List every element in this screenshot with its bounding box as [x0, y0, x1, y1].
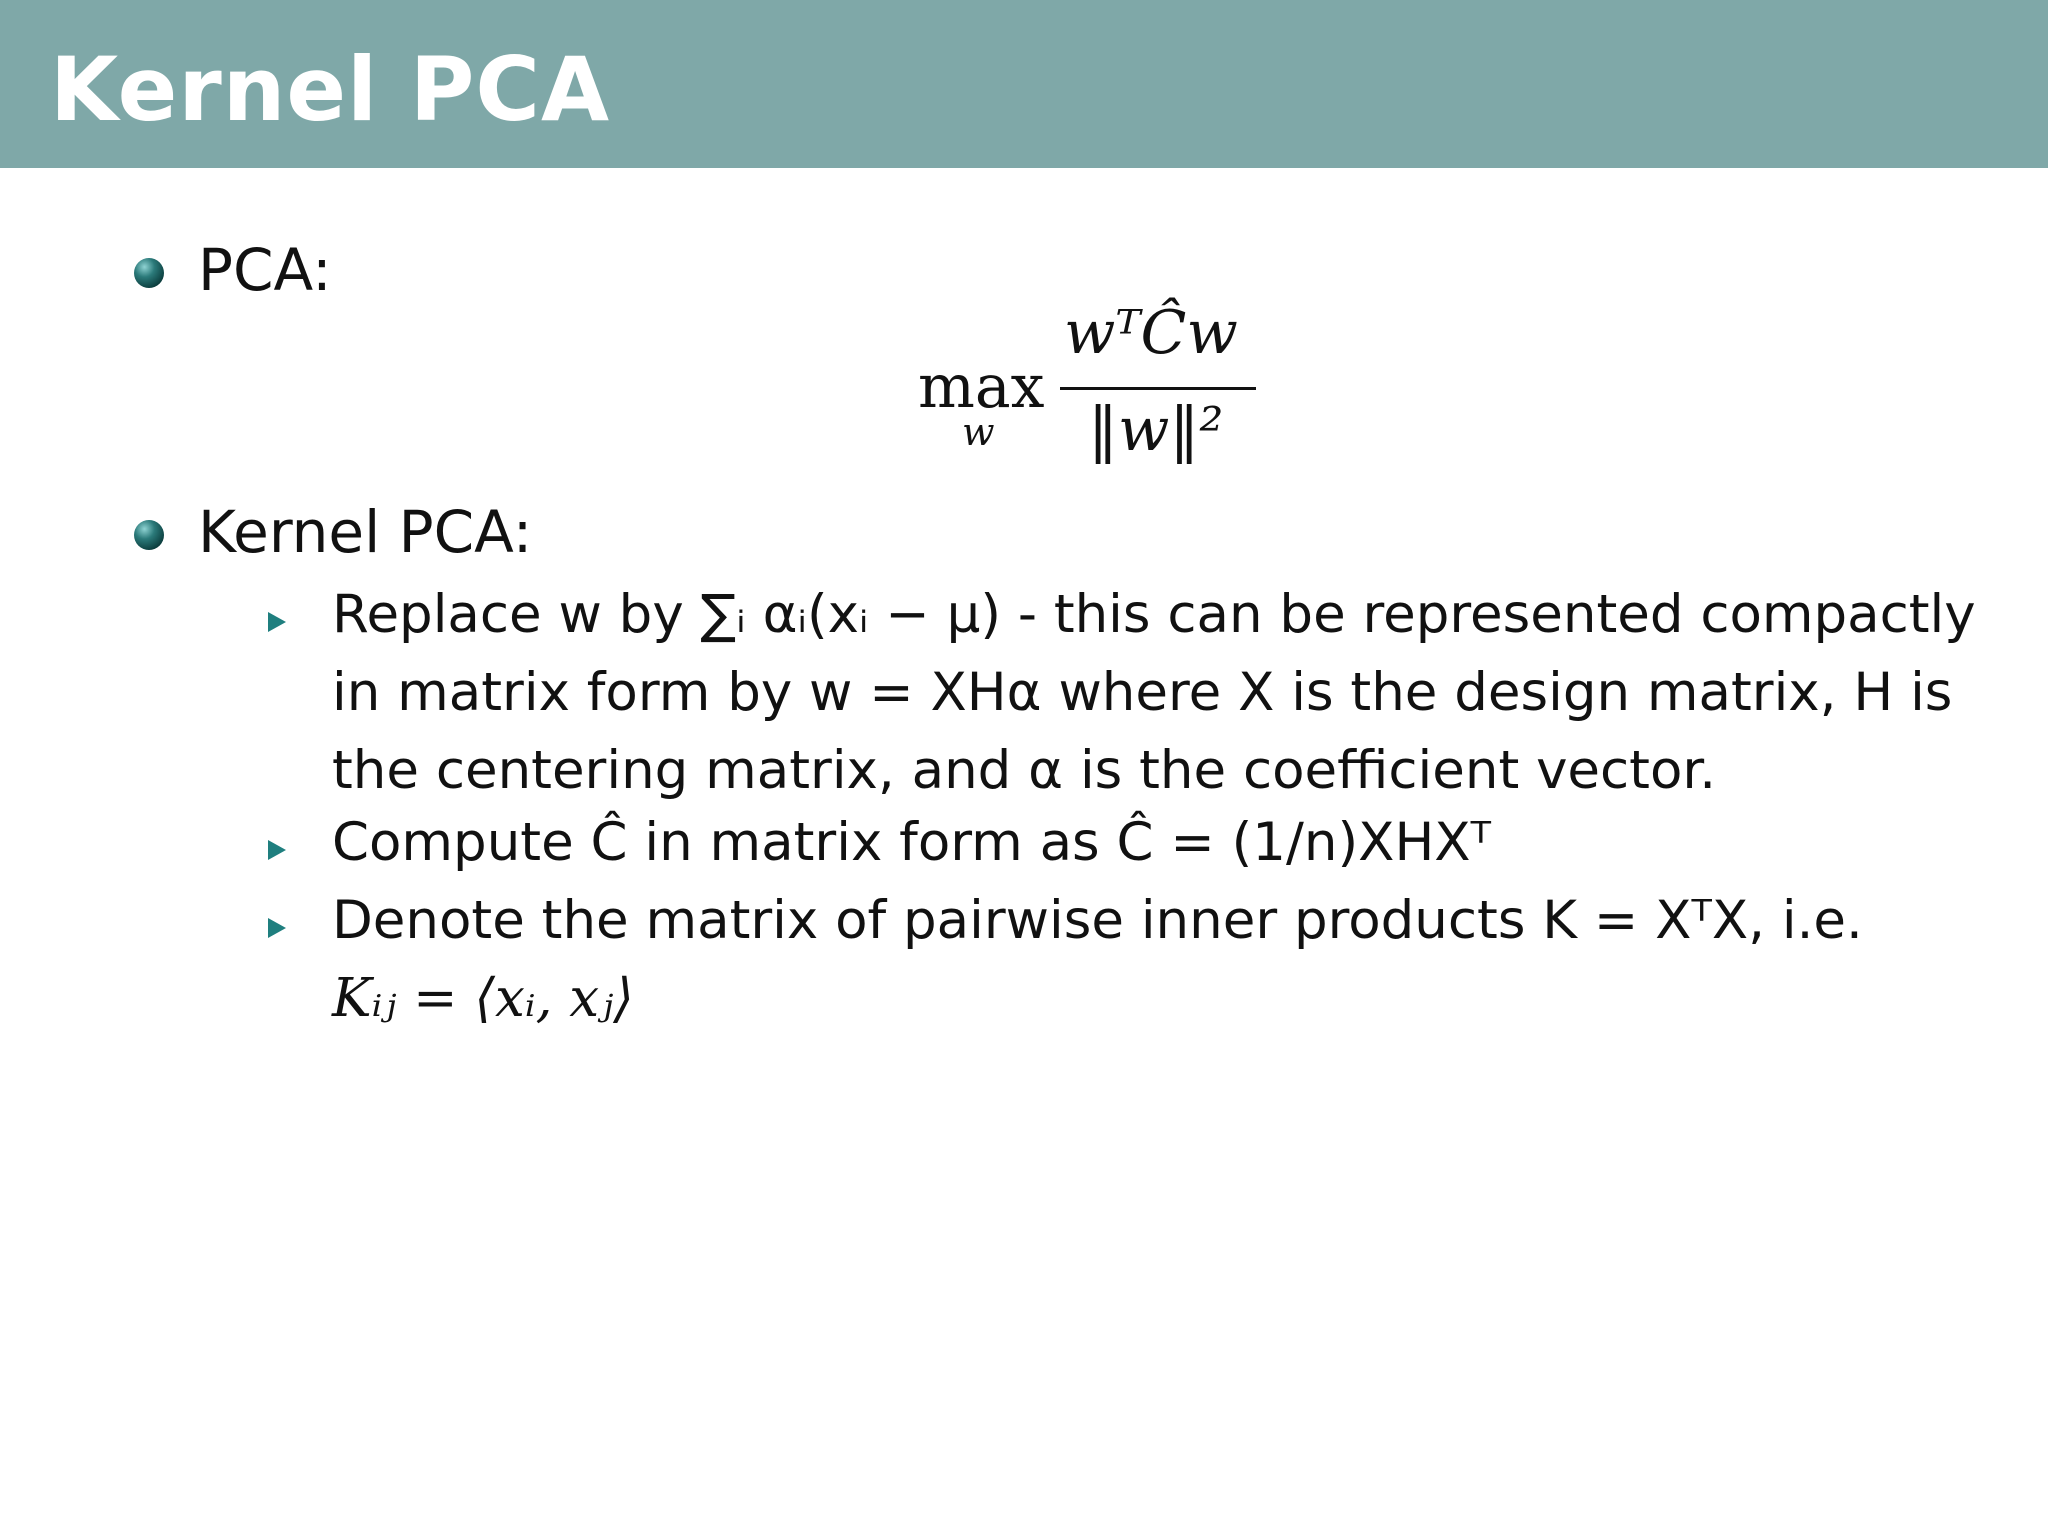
slide-title: Kernel PCA — [50, 38, 611, 141]
subitem-3-line-1: Denote the matrix of pairwise inner products K = XᵀX, i.e. — [332, 890, 1863, 951]
triangle-bullet-icon — [268, 918, 286, 938]
subitem-2-line-1: Compute Ĉ in matrix form as Ĉ = (1/n)XHXᵀ — [332, 812, 1492, 873]
subitem-1-line-2: in matrix form by w = XHα where X is the design matrix, H is — [332, 662, 1953, 723]
bullet-icon — [134, 258, 164, 288]
subitem-1-line-1: Replace w by ∑ᵢ αᵢ(xᵢ − μ) - this can be represented compactly — [332, 584, 1976, 645]
subitem-1-line-3: the centering matrix, and α is the coefficient vector. — [332, 740, 1717, 801]
triangle-bullet-icon — [268, 612, 286, 632]
bullet-label-pca: PCA: — [198, 236, 332, 304]
equation-operator: max — [918, 352, 1045, 422]
equation-operator-sub: w — [962, 410, 995, 454]
equation-fraction-bar — [1060, 387, 1256, 390]
bullet-icon — [134, 520, 164, 550]
title-bar — [0, 0, 2048, 168]
bullet-label-kernel-pca: Kernel PCA: — [198, 498, 533, 566]
equation-numerator: wᵀĈw — [1064, 298, 1238, 368]
subitem-3-line-2: Kᵢⱼ = ⟨xᵢ, xⱼ⟩ — [332, 968, 634, 1029]
triangle-bullet-icon — [268, 840, 286, 860]
equation-denominator: ‖w‖² — [1088, 395, 1224, 465]
